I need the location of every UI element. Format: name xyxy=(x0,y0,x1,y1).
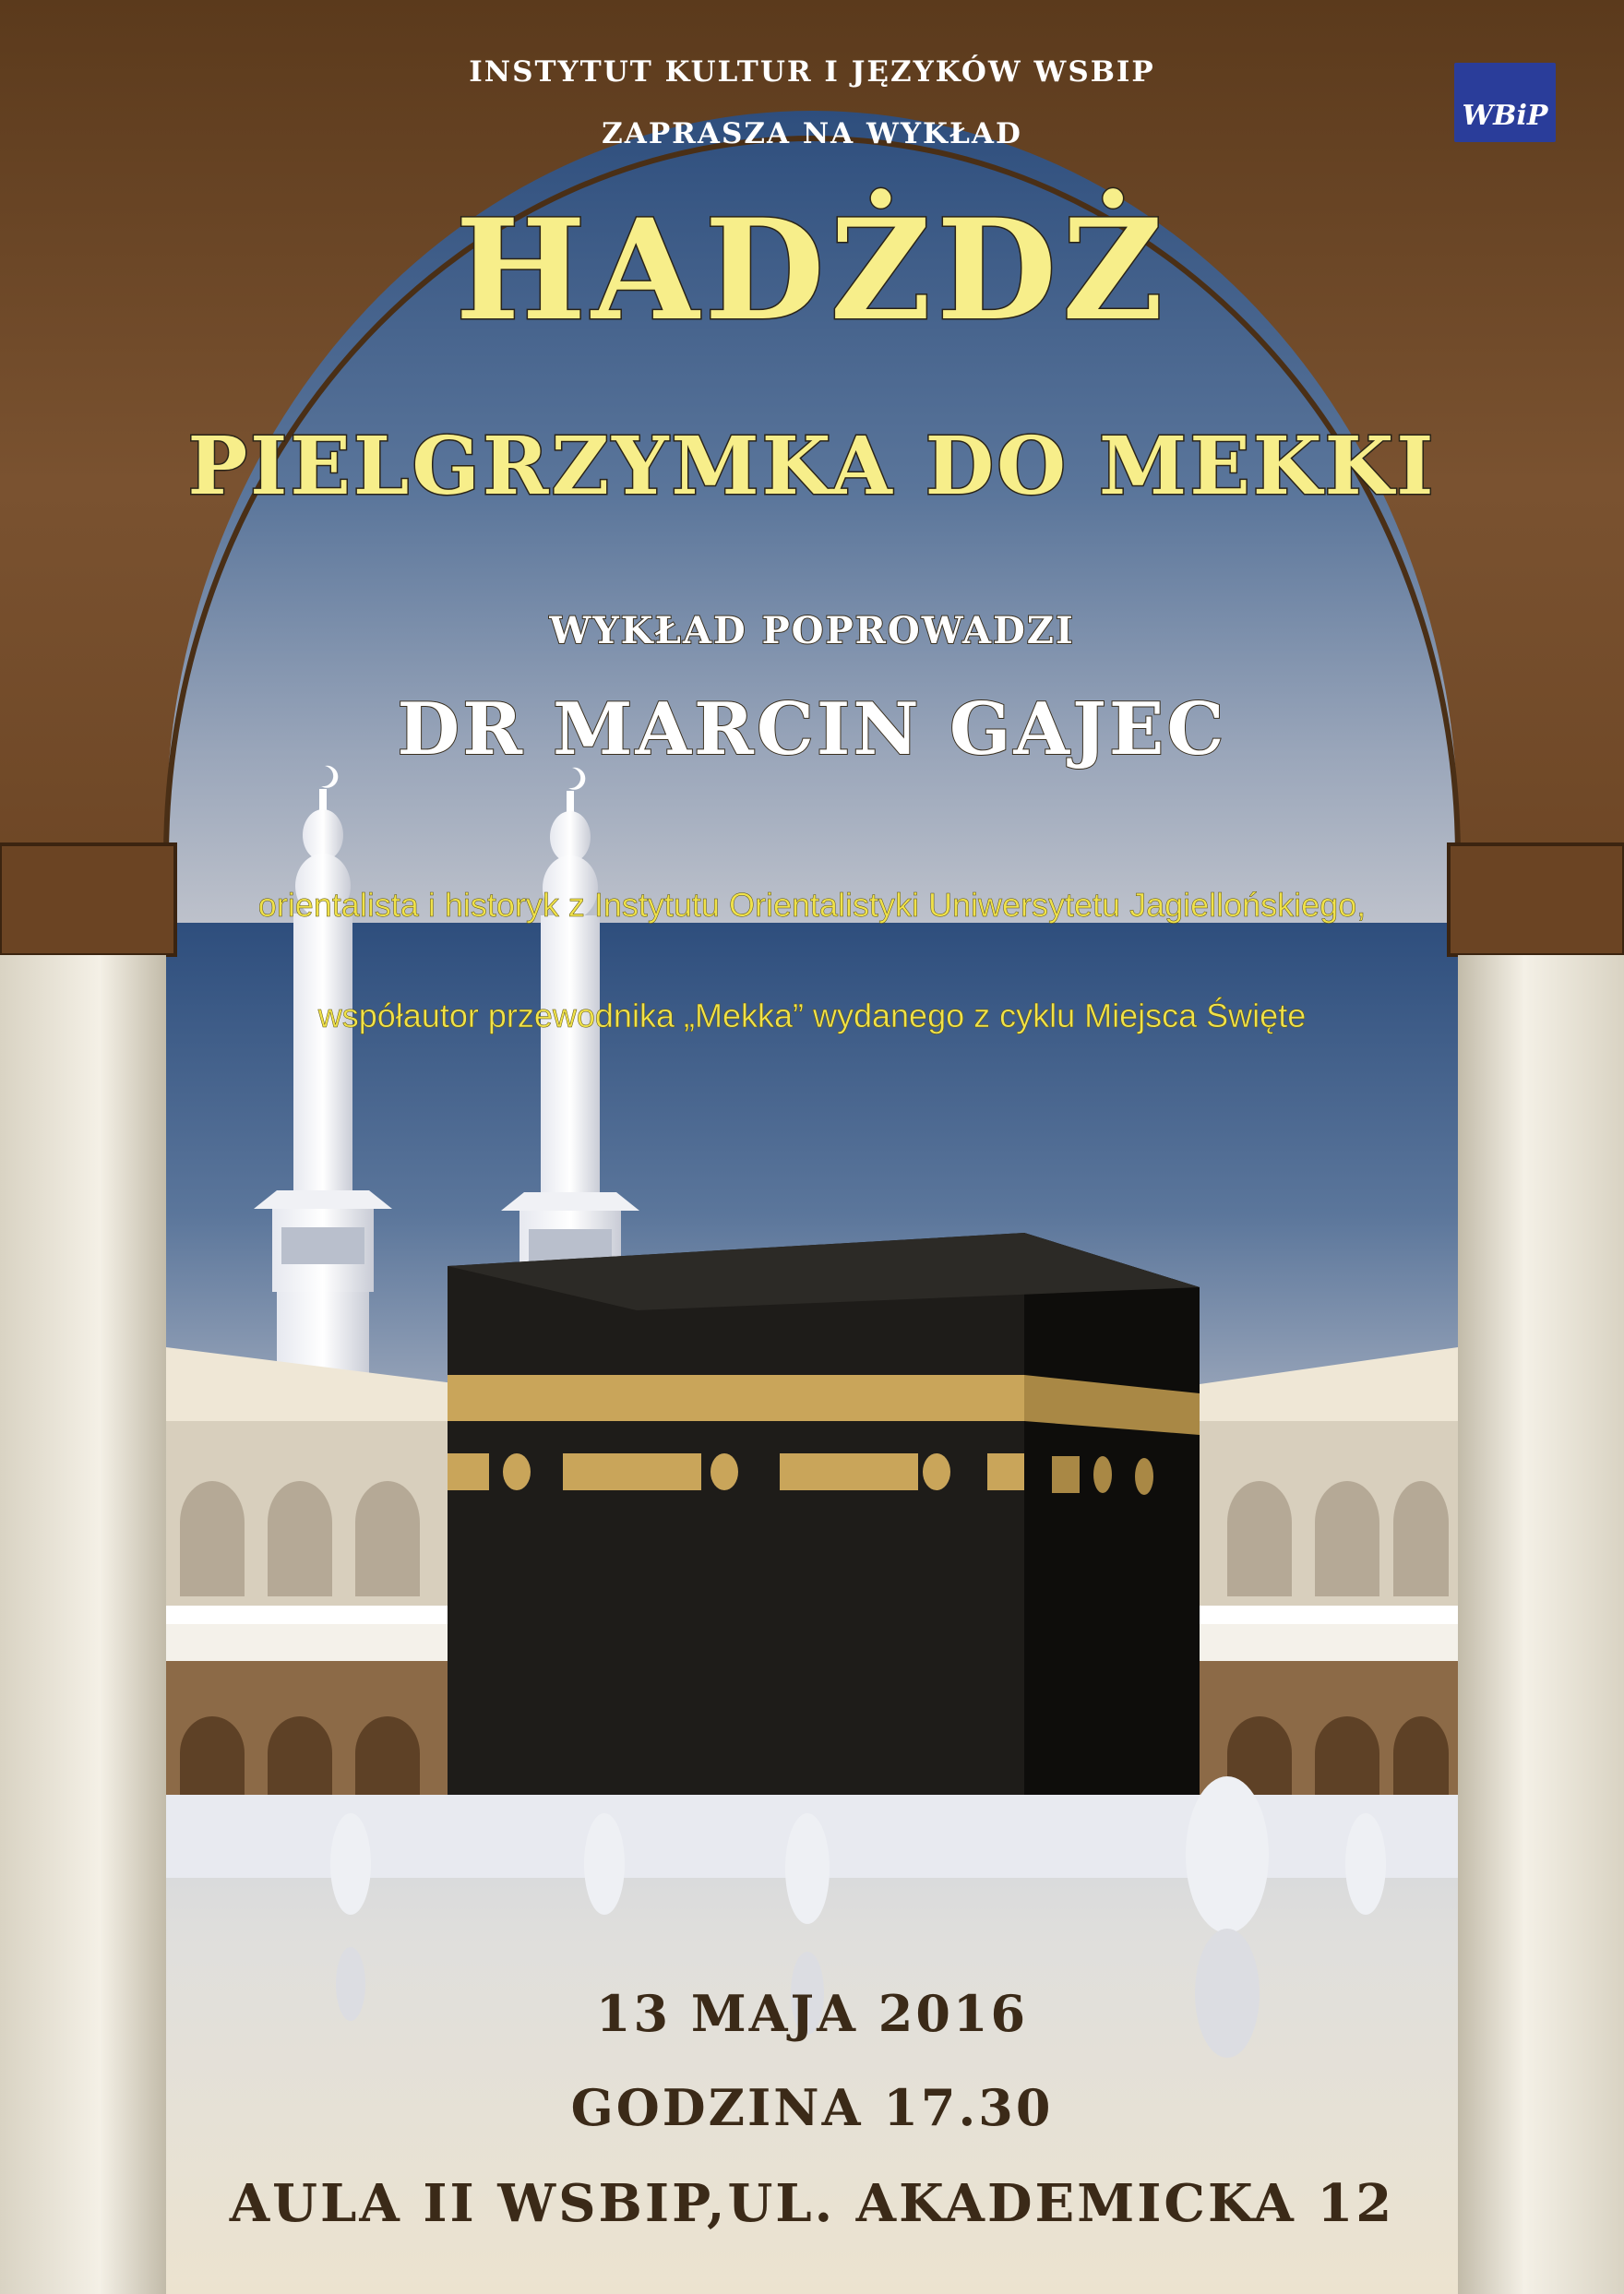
arcade-right xyxy=(1200,1347,1458,1809)
institute-name: INSTYTUT KULTUR I JĘZYKÓW WSBIP xyxy=(469,55,1155,89)
lecturer-name: DR MARCIN GAJEC xyxy=(397,687,1227,771)
bio-line-1: orientalista i historyk z Instytutu Orientalistyki Uniwersytetu Jagiellońskiego, xyxy=(257,886,1367,924)
invite-text: ZAPRASZA NA WYKŁAD xyxy=(602,117,1022,150)
kaaba-icon xyxy=(448,1233,1200,1799)
logo-text: WBiP xyxy=(1462,100,1548,132)
event-time: GODZINA 17.30 xyxy=(570,2078,1054,2137)
subtitle: PIELGRZYMKA DO MEKKI xyxy=(187,420,1437,513)
bio-line-2: współautor przewodnika „Mekka” wydanego z cyklu Miejsca Święte xyxy=(317,997,1307,1034)
event-date: 13 MAJA 2016 xyxy=(595,1984,1029,2043)
event-place: AULA II WSBIP,UL. AKADEMICKA 12 xyxy=(229,2173,1395,2234)
main-title: HADŻDŻ xyxy=(455,189,1169,352)
arcade-left xyxy=(166,1347,461,1809)
lecturer-intro: WYKŁAD POPROWADZI xyxy=(549,609,1075,652)
